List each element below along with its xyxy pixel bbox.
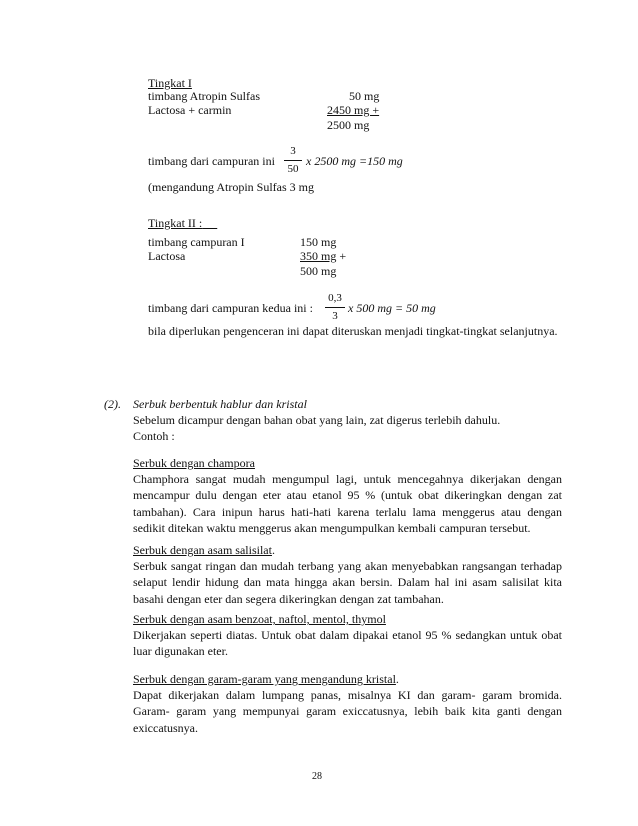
item1-body: Champhora sangat mudah mengumpul lagi, untuk mencegahnya dikerjakan dengan mencampur dulu dengan eter atau etanol 95 % (untuk obat dikeringkan dengan zat tambahan). Cara inipun harus hati-hati karena terlalu lama menggerus atau dengan sedikit ditekan waktu menggerus akan mengumpulkan kembali campuran tersebut.	[133, 472, 562, 535]
tingkat2-frac-denominator: 3	[332, 310, 338, 322]
section2-number: (2).	[104, 397, 121, 411]
tingkat2-note: bila diperlukan pengenceran ini dapat diteruskan menjadi tingkat-tingkat selanjutnya.	[148, 324, 558, 338]
section2-intro: Sebelum dicampur dengan bahan obat yang lain, zat digerus terlebih dahulu.	[133, 413, 501, 427]
tingkat2-formula-prefix: timbang dari campuran kedua ini :	[148, 301, 313, 315]
tingkat2-formula-rest: x 500 mg = 50 mg	[348, 301, 436, 315]
tingkat2-heading: Tingkat II :	[148, 216, 203, 230]
tingkat1-formula-prefix: timbang dari campuran ini	[148, 154, 275, 168]
tingkat2-row1-label: timbang campuran I	[148, 235, 245, 249]
tingkat2-frac-numerator: 0,3	[328, 292, 342, 304]
tingkat1-row2-label: Lactosa + carmin	[148, 103, 232, 117]
tingkat1-note: (mengandung Atropin Sulfas 3 mg	[148, 180, 314, 194]
tingkat2-row2-value: 350 mg +	[300, 249, 347, 263]
item4-heading: Serbuk dengan garam-garam yang mengandung kristal.	[133, 672, 399, 686]
tingkat1-row1-value: 50 mg	[349, 89, 380, 103]
section2-contoh: Contoh :	[133, 429, 175, 443]
page-number: 28	[312, 771, 322, 782]
item3-heading: Serbuk dengan asam benzoat, naftol, mentol, thymol	[133, 612, 386, 626]
tingkat1-frac-numerator: 3	[290, 145, 296, 157]
item4-body: Dapat dikerjakan dalam lumpang panas, misalnya KI dan garam- garam bromida. Garam- garam yang mempunyai garam exiccatusnya, lebih baik kita ganti dengan exiccatusnya.	[133, 688, 562, 735]
tingkat1-heading: Tingkat I	[148, 76, 192, 90]
item1-heading: Serbuk dengan champora	[133, 456, 255, 470]
item3-body: Dikerjakan seperti diatas. Untuk obat dalam dipakai etanol 95 % sedangkan untuk obat luar digunakan eter.	[133, 628, 562, 659]
tingkat1-fraction-bar	[284, 160, 302, 161]
tingkat2-row1-value: 150 mg	[300, 235, 337, 249]
tingkat1-row1-label: timbang Atropin Sulfas	[148, 89, 260, 103]
tingkat2-total: 500 mg	[300, 264, 337, 278]
item2-body: Serbuk sangat ringan dan mudah terbang yang akan menyebabkan rangsangan terhadap selaput lendir hidung dan mata hingga akan bersin. Dalam hal ini asam salisilat kita basahi dengan eter dan segera dikeringkan dengan zat tambahan.	[133, 559, 562, 606]
tingkat2-fraction-bar	[325, 307, 345, 308]
tingkat1-row2-value: 2450 mg +	[327, 103, 380, 117]
tingkat2-row2-label: Lactosa	[148, 249, 186, 263]
tingkat1-frac-denominator: 50	[287, 163, 299, 175]
item2-heading: Serbuk dengan asam salisilat.	[133, 543, 275, 557]
tingkat1-total: 2500 mg	[327, 118, 370, 132]
tingkat1-formula-rest: x 2500 mg =150 mg	[306, 154, 403, 168]
section2-title: Serbuk berbentuk hablur dan kristal	[133, 397, 307, 411]
